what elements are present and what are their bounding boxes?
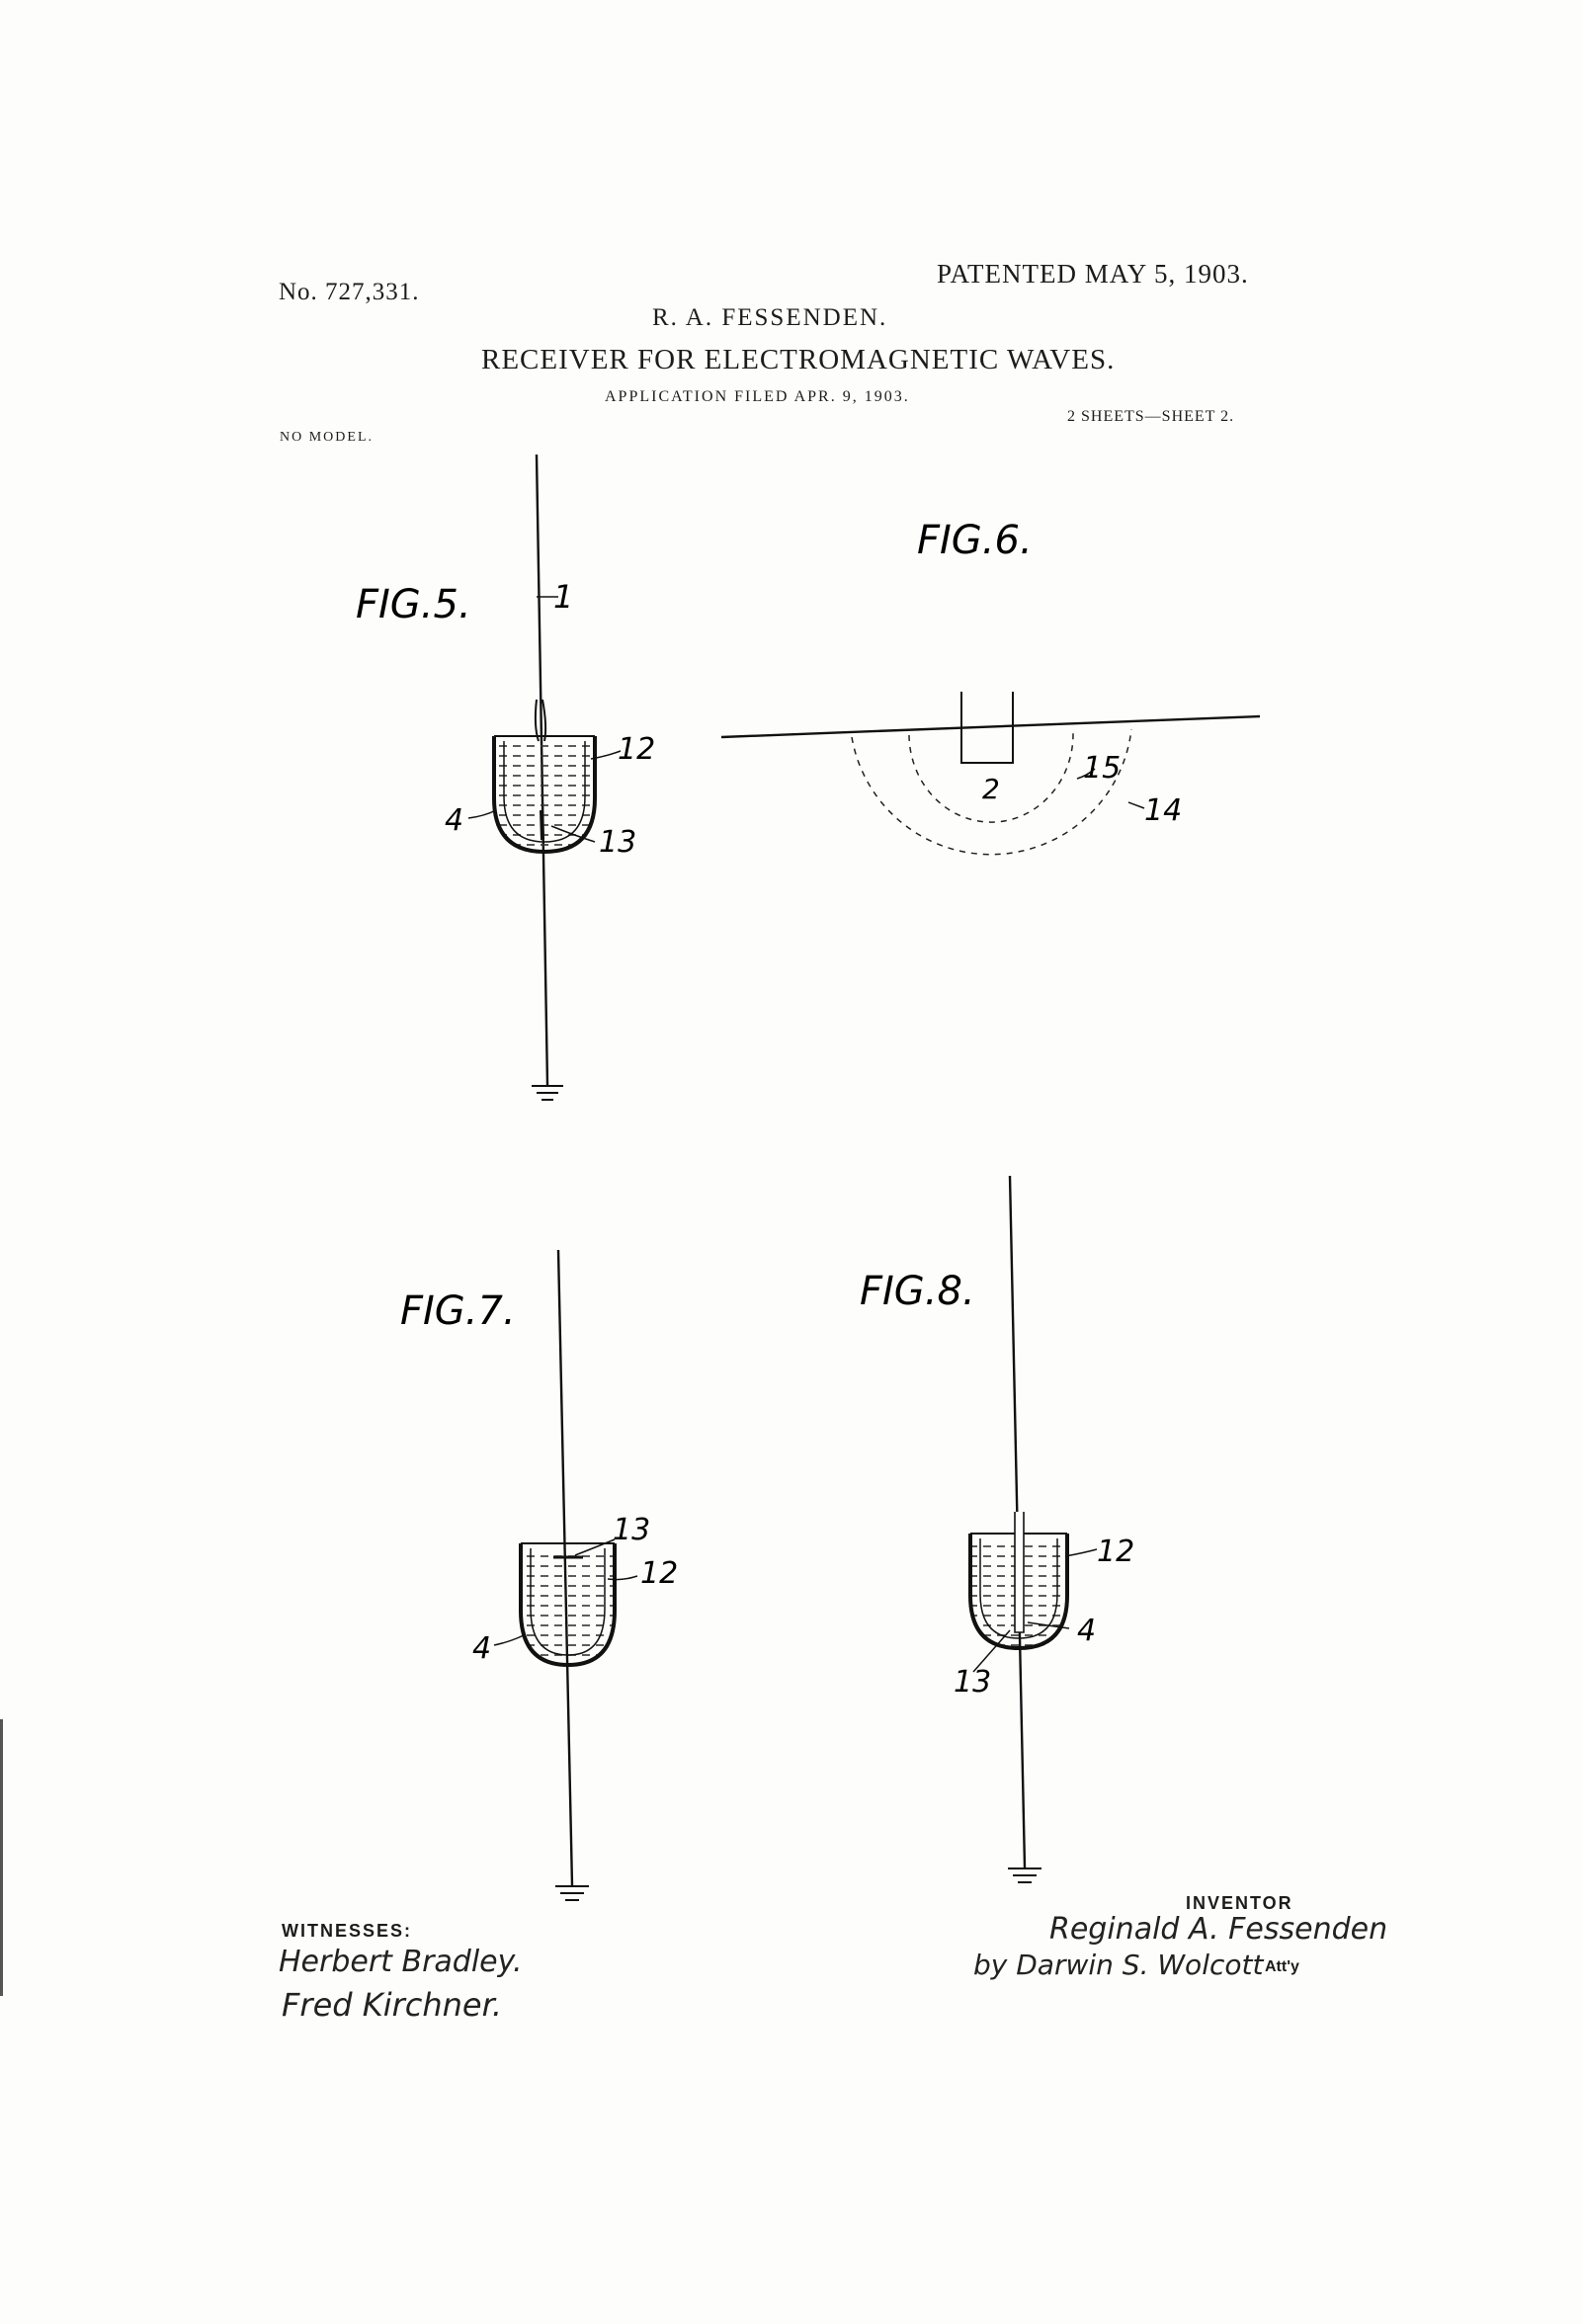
scan-edge-mark <box>0 1719 3 1996</box>
fig5-liquid <box>494 736 595 852</box>
inventor-label: INVENTOR <box>1186 1893 1293 1913</box>
fig8-callout-12: 12 <box>1097 1535 1135 1569</box>
inventor-name: R. A. FESSENDEN. <box>652 304 888 331</box>
fig7-ground-symbol <box>555 1886 589 1900</box>
fig7-callout-4: 4 <box>472 1631 492 1666</box>
patented-date: PATENTED MAY 5, 1903. <box>937 259 1249 289</box>
fig6-callout-2: 2 <box>982 773 1000 805</box>
fig5-ground-symbol <box>532 1086 563 1100</box>
fig8-diagram <box>860 1176 1134 1882</box>
fig5-label: FIG.5. <box>356 582 471 627</box>
fig8-callout-13: 13 <box>954 1665 992 1700</box>
fig5-callout-1: 1 <box>553 578 574 616</box>
witnesses-label: WITNESSES: <box>282 1921 413 1941</box>
fig8-wire-tip <box>1015 1512 1024 1632</box>
fig6-ground-surface <box>721 716 1260 737</box>
fig8-label: FIG.8. <box>860 1269 975 1314</box>
fig6-label: FIG.6. <box>917 518 1033 563</box>
fig6-diagram <box>721 518 1260 855</box>
fig8-callout-4: 4 <box>1077 1614 1097 1648</box>
fig5-wire-tip <box>541 810 542 840</box>
fig5-callout-4: 4 <box>445 803 464 838</box>
witness-signature-2: Fred Kirchner. <box>282 1986 502 2024</box>
fig7-liquid <box>521 1553 615 1665</box>
witness-signature-1: Herbert Bradley. <box>279 1945 523 1979</box>
attorney-signature: by Darwin S. Wolcott <box>973 1949 1264 1981</box>
fig6-callout-14: 14 <box>1144 793 1183 828</box>
model-note: NO MODEL. <box>280 430 374 445</box>
patent-number: No. 727,331. <box>279 279 420 305</box>
fig5-diagram <box>356 455 655 1100</box>
fig7-label: FIG.7. <box>400 1288 516 1334</box>
attorney-abbrev: Att'y <box>1265 1958 1299 1975</box>
application-date: APPLICATION FILED APR. 9, 1903. <box>605 388 910 405</box>
inventor-signature: Reginald A. Fessenden <box>1049 1912 1388 1947</box>
fig7-callout-13: 13 <box>613 1513 651 1547</box>
patent-title: RECEIVER FOR ELECTROMAGNETIC WAVES. <box>481 344 1116 375</box>
fig7-callout-12: 12 <box>640 1556 679 1591</box>
fig5-callout-13: 13 <box>599 825 637 860</box>
fig6-callout-15: 15 <box>1083 751 1122 786</box>
fig5-callout-12: 12 <box>618 732 656 767</box>
sheet-count: 2 SHEETS—SHEET 2. <box>1067 408 1235 425</box>
fig7-diagram <box>400 1250 678 1900</box>
fig8-ground-symbol <box>1008 1868 1041 1882</box>
